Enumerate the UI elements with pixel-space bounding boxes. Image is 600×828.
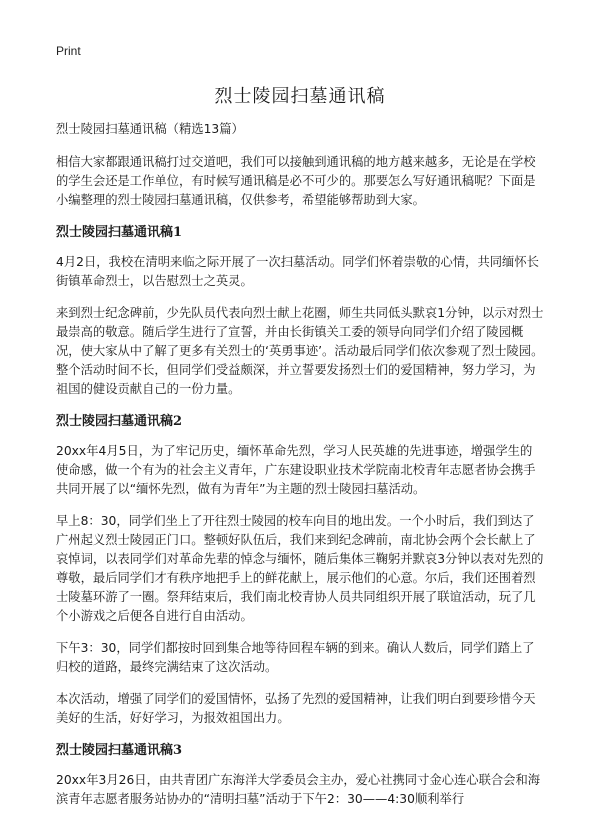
- section-2: [56, 412, 544, 728]
- paragraph: 20xx年4月5日，为了牢记历史，缅怀革命先烈，学习人民英雄的先进事迹，增强学生的使命感，做一个有为的社会主义青年，广东建设职业技术学院南北校青年志愿者协会携手共同开展了以“缅怀先烈，做有为青年”为主题的烈士陵园扫墓活动。: [56, 444, 536, 496]
- section-heading: 烈士陵园扫墓通讯稿2: [56, 414, 183, 429]
- document-subtitle: 烈士陵园扫墓通讯稿（精选13篇）: [56, 122, 244, 136]
- print-link[interactable]: Print: [56, 44, 81, 58]
- section-1: [56, 223, 544, 399]
- paragraph: 本次活动，增强了同学们的爱国情怀，弘扬了先烈的爱国精神，让我们明白到要珍惜今天美好的生活，好好学习，为报效祖国出力。: [56, 692, 536, 725]
- section-3: [56, 741, 544, 809]
- intro-paragraph: 相信大家都跟通讯稿打过交道吧，我们可以接触到通讯稿的地方越来越多，无论是在学校的学生会还是工作单位，有时候写通讯稿是必不可少的。那要怎么写好通讯稿呢？下面是小编整理的烈士陵园扫墓通讯稿，仅供参考，希望能够帮助到大家。: [56, 155, 536, 207]
- paragraph: 下午3：30，同学们都按时回到集合地等待回程车辆的到来。确认人数后，同学们踏上了归校的道路，最终完满结束了这次活动。: [56, 641, 535, 674]
- paragraph: 4月2日，我校在清明来临之际开展了一次扫墓活动。同学们怀着崇敬的心情，共同缅怀长街镇革命烈士，以告慰烈士之英灵。: [56, 255, 539, 288]
- paragraph: 20xx年3月26日，由共青团广东海洋大学委员会主办，爱心社携同寸金心连心联合会和海滨青年志愿者服务站协办的“清明扫墓”活动于下午2：30——4:30顺利举行: [56, 773, 541, 806]
- paragraph: 早上8：30，同学们坐上了开往烈士陵园的校车向目的地出发。一个小时后，我们到达了广州起义烈士陵园正门口。整顿好队伍后，我们来到纪念碑前，南北协会两个会长献上了哀悼词，以表同学们对革命先辈的悼念与缅怀，随后集体三鞠躬并默哀3分钟以表对先烈的尊敬，最后同学们才有秩序地把手上的鲜花献上，展示他们的心意。尔后，我们还围着烈士陵墓环游了一圈。祭拜结束后，我们南北校青协人员共同组织开展了联谊活动，玩了几个小游戏之后便各自进行自由活动。: [56, 514, 544, 623]
- section-heading: 烈士陵园扫墓通讯稿3: [56, 743, 183, 758]
- paragraph: 来到烈士纪念碑前，少先队员代表向烈士献上花圈，师生共同低头默哀1分钟，以示对烈士最崇高的敬意。随后学生进行了宣誓，并由长街镇关工委的领导向同学们介绍了陵园概况，使大家从中了解了更多有关烈士的‘英勇事迹’。活动最后同学们依次参观了烈士陵园。整个活动时间不长，但同学们受益颇深，并立誓要发扬烈士们的爱国精神，努力学习，为祖国的健设贡献自己的一份力量。: [56, 306, 544, 396]
- document-title: 烈士陵园扫墓通讯稿: [214, 86, 386, 107]
- document-body: [56, 120, 544, 822]
- section-heading: 烈士陵园扫墓通讯稿1: [56, 225, 183, 240]
